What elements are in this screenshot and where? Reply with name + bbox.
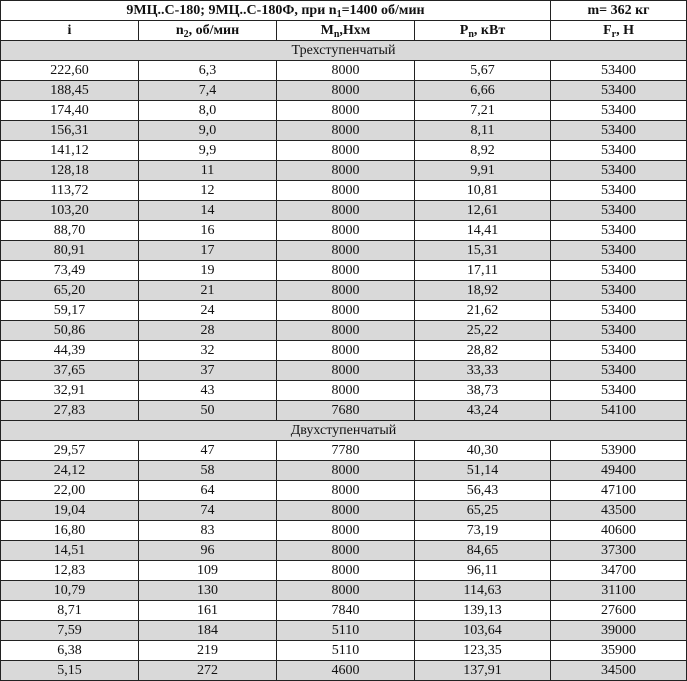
table-cell-col-pn: 38,73 bbox=[415, 381, 551, 401]
table-cell-col-n2: 21 bbox=[139, 281, 277, 301]
column-header-main: P bbox=[459, 23, 469, 38]
column-header-unit: , кВт bbox=[473, 23, 506, 38]
table-cell-col-pn: 18,92 bbox=[415, 281, 551, 301]
table-cell-col-fr: 53400 bbox=[551, 61, 687, 81]
table-cell-col-n2: 219 bbox=[139, 641, 277, 661]
table-cell-col-fr: 53400 bbox=[551, 161, 687, 181]
table-cell-col-n2: 7,4 bbox=[139, 81, 277, 101]
table-cell-col-n2: 74 bbox=[139, 501, 277, 521]
title-row bbox=[1, 1, 687, 21]
table-cell-col-i: 103,20 bbox=[1, 201, 139, 221]
table-row bbox=[1, 281, 687, 301]
table-cell-col-i: 29,57 bbox=[1, 441, 139, 461]
table-cell-col-mn: 8000 bbox=[277, 181, 415, 201]
table-cell-col-n2: 6,3 bbox=[139, 61, 277, 81]
table-row bbox=[1, 601, 687, 621]
table-cell-col-pn: 6,66 bbox=[415, 81, 551, 101]
table-cell-col-mn: 8000 bbox=[277, 201, 415, 221]
table-cell-col-pn: 114,63 bbox=[415, 581, 551, 601]
table-cell-col-mn: 8000 bbox=[277, 501, 415, 521]
section-title: Двухступенчатый bbox=[1, 421, 687, 441]
table-cell-col-i: 174,40 bbox=[1, 101, 139, 121]
table-cell-col-fr: 49400 bbox=[551, 461, 687, 481]
table-cell-col-pn: 25,22 bbox=[415, 321, 551, 341]
table-cell-col-n2: 24 bbox=[139, 301, 277, 321]
table-cell-col-fr: 40600 bbox=[551, 521, 687, 541]
table-cell-col-mn: 8000 bbox=[277, 581, 415, 601]
table-cell-col-n2: 130 bbox=[139, 581, 277, 601]
table-cell-col-mn: 8000 bbox=[277, 381, 415, 401]
table-row bbox=[1, 201, 687, 221]
column-header-subscript: r bbox=[611, 29, 617, 40]
column-header-main: i bbox=[67, 23, 72, 38]
table-row bbox=[1, 361, 687, 381]
table-row bbox=[1, 181, 687, 201]
table-cell-col-n2: 16 bbox=[139, 221, 277, 241]
table-cell-col-mn: 8000 bbox=[277, 481, 415, 501]
table-cell-col-pn: 65,25 bbox=[415, 501, 551, 521]
table-cell-col-fr: 34500 bbox=[551, 661, 687, 681]
table-cell-col-n2: 47 bbox=[139, 441, 277, 461]
table-cell-col-i: 8,71 bbox=[1, 601, 139, 621]
table-cell-col-mn: 8000 bbox=[277, 561, 415, 581]
table-cell-col-n2: 272 bbox=[139, 661, 277, 681]
table-cell-col-fr: 43500 bbox=[551, 501, 687, 521]
table-row bbox=[1, 661, 687, 681]
column-header-subscript: 2 bbox=[183, 29, 189, 40]
table-cell-col-n2: 37 bbox=[139, 361, 277, 381]
table-cell-col-mn: 8000 bbox=[277, 361, 415, 381]
table-cell-col-pn: 51,14 bbox=[415, 461, 551, 481]
table-cell-col-fr: 53400 bbox=[551, 221, 687, 241]
table-cell-col-n2: 14 bbox=[139, 201, 277, 221]
table-cell-col-i: 32,91 bbox=[1, 381, 139, 401]
table-cell-col-fr: 53400 bbox=[551, 101, 687, 121]
table-cell-col-pn: 8,92 bbox=[415, 141, 551, 161]
table-row bbox=[1, 81, 687, 101]
table-cell-col-n2: 161 bbox=[139, 601, 277, 621]
mass-label: m= 362 кг bbox=[551, 1, 687, 21]
table-cell-col-fr: 53400 bbox=[551, 301, 687, 321]
table-cell-col-pn: 9,91 bbox=[415, 161, 551, 181]
table-cell-col-mn: 8000 bbox=[277, 81, 415, 101]
table-cell-col-i: 128,18 bbox=[1, 161, 139, 181]
table-cell-col-i: 188,45 bbox=[1, 81, 139, 101]
table-row bbox=[1, 241, 687, 261]
column-header-main: n bbox=[175, 23, 184, 38]
table-cell-col-mn: 7840 bbox=[277, 601, 415, 621]
table-cell-col-fr: 47100 bbox=[551, 481, 687, 501]
table-cell-col-pn: 17,11 bbox=[415, 261, 551, 281]
table-row bbox=[1, 641, 687, 661]
column-header-main: F bbox=[603, 23, 612, 38]
column-header-col-n2 bbox=[139, 21, 277, 41]
table-cell-col-n2: 58 bbox=[139, 461, 277, 481]
table-cell-col-mn: 8000 bbox=[277, 461, 415, 481]
table-cell-col-mn: 8000 bbox=[277, 141, 415, 161]
table-cell-col-pn: 43,24 bbox=[415, 401, 551, 421]
table-row bbox=[1, 581, 687, 601]
column-header-main: M bbox=[320, 23, 334, 38]
table-cell-col-pn: 40,30 bbox=[415, 441, 551, 461]
table-cell-col-n2: 184 bbox=[139, 621, 277, 641]
table-cell-col-pn: 15,31 bbox=[415, 241, 551, 261]
table-cell-col-i: 12,83 bbox=[1, 561, 139, 581]
table-cell-col-fr: 53900 bbox=[551, 441, 687, 461]
table-cell-col-i: 73,49 bbox=[1, 261, 139, 281]
table-cell-col-pn: 123,35 bbox=[415, 641, 551, 661]
table-title bbox=[1, 1, 551, 21]
column-header-unit: , об/мин bbox=[188, 23, 240, 38]
table-cell-col-pn: 7,21 bbox=[415, 101, 551, 121]
table-cell-col-fr: 39000 bbox=[551, 621, 687, 641]
table-cell-col-i: 141,12 bbox=[1, 141, 139, 161]
table-cell-col-mn: 8000 bbox=[277, 101, 415, 121]
table-cell-col-pn: 56,43 bbox=[415, 481, 551, 501]
table-cell-col-n2: 109 bbox=[139, 561, 277, 581]
table-cell-col-i: 27,83 bbox=[1, 401, 139, 421]
table-cell-col-mn: 8000 bbox=[277, 61, 415, 81]
table-cell-col-pn: 12,61 bbox=[415, 201, 551, 221]
table-row bbox=[1, 261, 687, 281]
table-cell-col-fr: 34700 bbox=[551, 561, 687, 581]
column-header-unit: , Н bbox=[616, 23, 634, 38]
table-row bbox=[1, 341, 687, 361]
table-row bbox=[1, 141, 687, 161]
column-header-col-pn bbox=[415, 21, 551, 41]
table-cell-col-i: 19,04 bbox=[1, 501, 139, 521]
table-cell-col-i: 88,70 bbox=[1, 221, 139, 241]
column-header-unit: ,Нхм bbox=[339, 23, 371, 38]
table-row bbox=[1, 221, 687, 241]
table-cell-col-mn: 8000 bbox=[277, 241, 415, 261]
table-row bbox=[1, 321, 687, 341]
column-header-row bbox=[1, 21, 687, 41]
table-cell-col-fr: 35900 bbox=[551, 641, 687, 661]
table-cell-col-n2: 12 bbox=[139, 181, 277, 201]
table-cell-col-fr: 37300 bbox=[551, 541, 687, 561]
table-cell-col-fr: 31100 bbox=[551, 581, 687, 601]
table-cell-col-pn: 137,91 bbox=[415, 661, 551, 681]
table-cell-col-n2: 11 bbox=[139, 161, 277, 181]
title-subscript: 1 bbox=[336, 9, 342, 20]
table-row bbox=[1, 121, 687, 141]
table-cell-col-pn: 21,62 bbox=[415, 301, 551, 321]
table-cell-col-i: 80,91 bbox=[1, 241, 139, 261]
table-cell-col-mn: 4600 bbox=[277, 661, 415, 681]
table-cell-col-fr: 53400 bbox=[551, 141, 687, 161]
table-cell-col-mn: 8000 bbox=[277, 161, 415, 181]
column-header-subscript: n bbox=[333, 29, 340, 40]
table-cell-col-mn: 8000 bbox=[277, 321, 415, 341]
table-row bbox=[1, 621, 687, 641]
table-cell-col-pn: 139,13 bbox=[415, 601, 551, 621]
table-cell-col-mn: 5110 bbox=[277, 621, 415, 641]
table-cell-col-i: 16,80 bbox=[1, 521, 139, 541]
table-cell-col-mn: 8000 bbox=[277, 221, 415, 241]
table-cell-col-i: 24,12 bbox=[1, 461, 139, 481]
table-cell-col-mn: 8000 bbox=[277, 521, 415, 541]
column-header-col-mn bbox=[277, 21, 415, 41]
table-cell-col-i: 222,60 bbox=[1, 61, 139, 81]
table-cell-col-n2: 19 bbox=[139, 261, 277, 281]
table-cell-col-mn: 8000 bbox=[277, 281, 415, 301]
table-cell-col-i: 10,79 bbox=[1, 581, 139, 601]
table-cell-col-pn: 103,64 bbox=[415, 621, 551, 641]
table-cell-col-fr: 53400 bbox=[551, 361, 687, 381]
table-cell-col-fr: 53400 bbox=[551, 241, 687, 261]
table-row bbox=[1, 501, 687, 521]
table-body bbox=[1, 41, 687, 681]
table-cell-col-fr: 53400 bbox=[551, 201, 687, 221]
table-row bbox=[1, 561, 687, 581]
table-cell-col-i: 59,17 bbox=[1, 301, 139, 321]
table-cell-col-fr: 53400 bbox=[551, 381, 687, 401]
table-row bbox=[1, 61, 687, 81]
table-cell-col-fr: 53400 bbox=[551, 181, 687, 201]
column-header-subscript: n bbox=[468, 29, 474, 40]
table-cell-col-mn: 7780 bbox=[277, 441, 415, 461]
table-cell-col-fr: 27600 bbox=[551, 601, 687, 621]
table-cell-col-mn: 8000 bbox=[277, 301, 415, 321]
table-cell-col-n2: 17 bbox=[139, 241, 277, 261]
table-cell-col-mn: 8000 bbox=[277, 341, 415, 361]
table-cell-col-pn: 84,65 bbox=[415, 541, 551, 561]
table-cell-col-n2: 96 bbox=[139, 541, 277, 561]
table-cell-col-pn: 5,67 bbox=[415, 61, 551, 81]
table-cell-col-fr: 53400 bbox=[551, 321, 687, 341]
title-tail: =1400 об/мин bbox=[341, 3, 425, 18]
table-cell-col-mn: 8000 bbox=[277, 261, 415, 281]
table-cell-col-n2: 43 bbox=[139, 381, 277, 401]
table-cell-col-i: 50,86 bbox=[1, 321, 139, 341]
section-header-row bbox=[1, 41, 687, 61]
table-cell-col-n2: 32 bbox=[139, 341, 277, 361]
column-header-col-fr bbox=[551, 21, 687, 41]
table-row bbox=[1, 461, 687, 481]
table-cell-col-n2: 28 bbox=[139, 321, 277, 341]
table-cell-col-i: 65,20 bbox=[1, 281, 139, 301]
table-cell-col-fr: 53400 bbox=[551, 121, 687, 141]
table-row bbox=[1, 101, 687, 121]
table-cell-col-n2: 9,0 bbox=[139, 121, 277, 141]
table-cell-col-mn: 5110 bbox=[277, 641, 415, 661]
table-row bbox=[1, 401, 687, 421]
table-cell-col-n2: 8,0 bbox=[139, 101, 277, 121]
table-cell-col-i: 5,15 bbox=[1, 661, 139, 681]
table-cell-col-fr: 53400 bbox=[551, 281, 687, 301]
table-cell-col-i: 44,39 bbox=[1, 341, 139, 361]
table-cell-col-fr: 53400 bbox=[551, 261, 687, 281]
table-cell-col-pn: 10,81 bbox=[415, 181, 551, 201]
table-row bbox=[1, 301, 687, 321]
table-cell-col-n2: 50 bbox=[139, 401, 277, 421]
table-row bbox=[1, 541, 687, 561]
section-header-row bbox=[1, 421, 687, 441]
table-cell-col-n2: 64 bbox=[139, 481, 277, 501]
table-cell-col-mn: 7680 bbox=[277, 401, 415, 421]
table-cell-col-pn: 14,41 bbox=[415, 221, 551, 241]
table-cell-col-pn: 33,33 bbox=[415, 361, 551, 381]
table-cell-col-n2: 83 bbox=[139, 521, 277, 541]
table-row bbox=[1, 381, 687, 401]
table-cell-col-i: 14,51 bbox=[1, 541, 139, 561]
table-row bbox=[1, 521, 687, 541]
table-cell-col-pn: 96,11 bbox=[415, 561, 551, 581]
table-cell-col-i: 22,00 bbox=[1, 481, 139, 501]
table-cell-col-pn: 73,19 bbox=[415, 521, 551, 541]
table-cell-col-pn: 28,82 bbox=[415, 341, 551, 361]
table-cell-col-i: 113,72 bbox=[1, 181, 139, 201]
table-row bbox=[1, 161, 687, 181]
table-cell-col-n2: 9,9 bbox=[139, 141, 277, 161]
table-cell-col-mn: 8000 bbox=[277, 121, 415, 141]
table-cell-col-fr: 53400 bbox=[551, 341, 687, 361]
table-row bbox=[1, 441, 687, 461]
table-cell-col-i: 6,38 bbox=[1, 641, 139, 661]
table-cell-col-i: 37,65 bbox=[1, 361, 139, 381]
title-text: 9МЦ..С-180; 9МЦ..С-180Ф, при n bbox=[126, 3, 337, 18]
table-cell-col-mn: 8000 bbox=[277, 541, 415, 561]
table-cell-col-i: 156,31 bbox=[1, 121, 139, 141]
table-cell-col-i: 7,59 bbox=[1, 621, 139, 641]
section-title: Трехступенчатый bbox=[1, 41, 687, 61]
column-header-col-i bbox=[1, 21, 139, 41]
table-cell-col-pn: 8,11 bbox=[415, 121, 551, 141]
table-cell-col-fr: 54100 bbox=[551, 401, 687, 421]
table-row bbox=[1, 481, 687, 501]
table-cell-col-fr: 53400 bbox=[551, 81, 687, 101]
